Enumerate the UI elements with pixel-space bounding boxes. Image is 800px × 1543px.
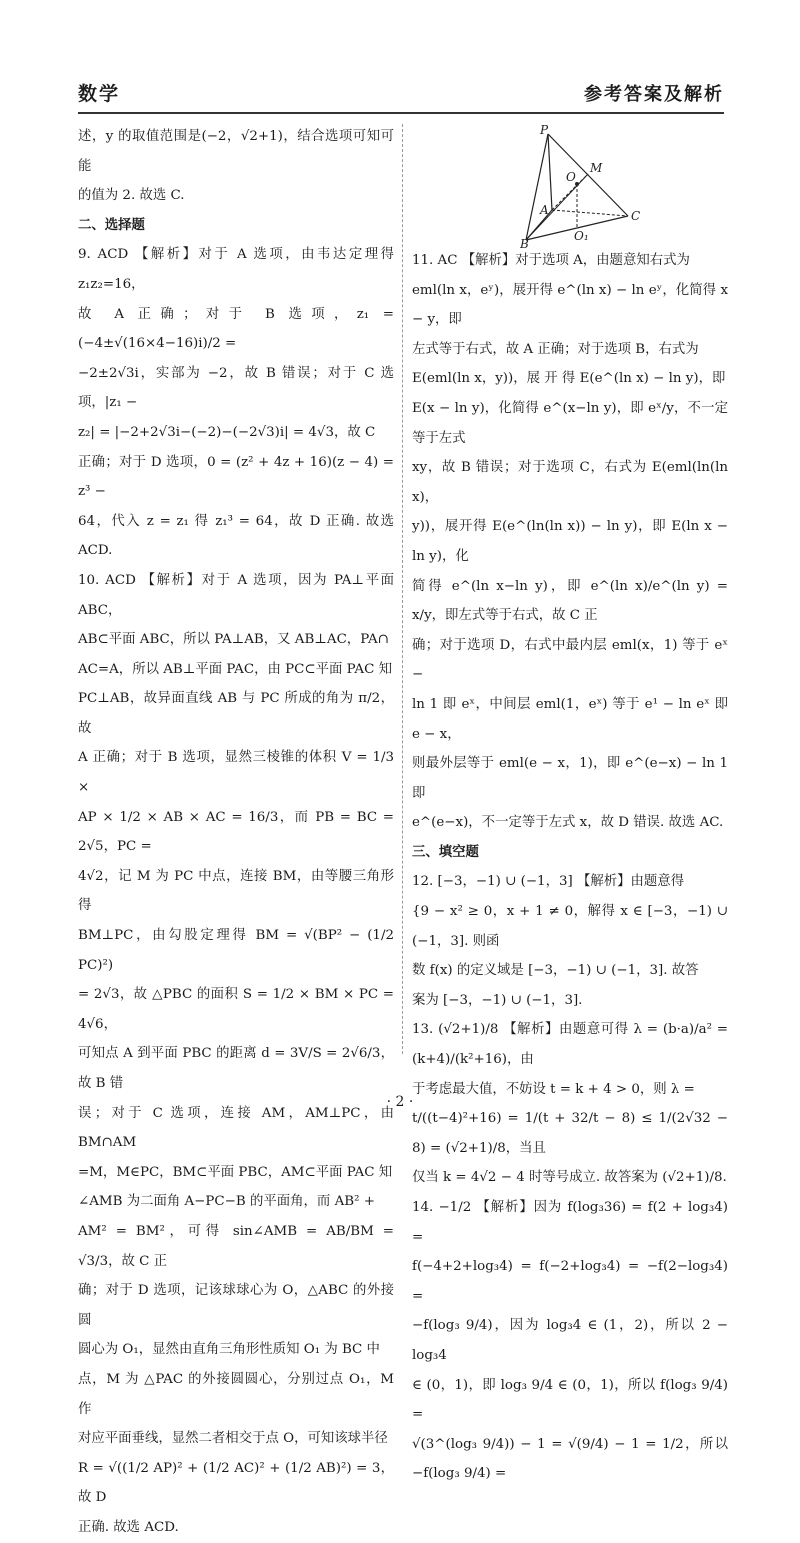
- column-divider: [402, 124, 403, 1054]
- text-line: E(eml(ln x，y))，展 开 得 E(e^(ln x) − ln y)，即: [412, 371, 726, 387]
- text-line: 正确. 故选 ACD.: [78, 1519, 179, 1535]
- left-column: [78, 122, 394, 1543]
- edge-ac: [552, 210, 628, 216]
- text-line: = 2√3，故 △PBC 的面积 S = 1/2 × BM × PC = 4√6，: [78, 987, 394, 1032]
- text-line: 述，y 的取值范围是(−2，√2+1)，结合选项可知可能: [78, 129, 394, 174]
- text-line: 正确；对于 D 选项，0 = (z² + 4z + 16)(z − 4) = z³ −: [78, 454, 394, 500]
- text-line: e^(e−x)，不一定等于左式 x，故 D 错误. 故选 AC.: [412, 815, 724, 831]
- text-line: eml(ln x，eʸ)，展开得 e^(ln x) − ln eʸ，化简得 x − y，即: [412, 282, 728, 328]
- text-line: 可知点 A 到平面 PBC 的距离 d = 3V/S = 2√6/3，故 B 错: [78, 1046, 394, 1091]
- text-line: 则最外层等于 eml(e − x，1)，即 e^(e−x) − ln 1 即: [412, 756, 728, 801]
- text-line: ∠AMB 为二面角 A−PC−B 的平面角，而 AB² +: [78, 1194, 375, 1210]
- label-p: P: [540, 124, 549, 137]
- edge-pb: [526, 134, 548, 240]
- label-m: M: [590, 161, 603, 175]
- text-line: −f(log₃ 9/4)，因为 log₃4 ∈ (1，2)，所以 2 − log₃4: [412, 1318, 728, 1363]
- text-line: f(−4+2+log₃4) = f(−2+log₃4) = −f(2−log₃4) =: [412, 1259, 728, 1304]
- text-line: y))，展开得 E(e^(ln(ln x)) − ln y)，即 E(ln x − ln y)，化: [412, 519, 728, 564]
- label-c: C: [631, 209, 641, 223]
- text-line: AM² = BM²，可得 sin∠AMB = AB/BM = √3/3，故 C 正: [78, 1223, 394, 1269]
- text-line: 14. −1/2 【解析】因为 f(log₃36) = f(2 + log₃4) =: [412, 1200, 728, 1245]
- label-b: B: [520, 237, 529, 248]
- subject-label: 数学: [78, 83, 121, 105]
- text-line: 点，M 为 △PAC 的外接圆圆心，分别过点 O₁，M 作: [78, 1371, 394, 1417]
- text-line: 误；对于 C 选项，连接 AM，AM⊥PC，由 BM∩AM: [78, 1105, 394, 1151]
- text-line: 9. ACD 【解析】对于 A 选项，由韦达定理得 z₁z₂=16，: [78, 247, 394, 292]
- text-line: AP × 1/2 × AB × AC = 16/3，而 PB = BC = 2√5，PC =: [78, 809, 394, 855]
- text-line: 故 A 正确；对于 B 选项，z₁ = (−4±√(16×4−16)i)/2 =: [78, 306, 394, 352]
- section-heading: 三、填空题: [412, 843, 479, 860]
- text-line: R = √((1/2 AP)² + (1/2 AC)² + (1/2 AB)²) = 3，故 D: [78, 1460, 394, 1506]
- text-line: ∈ (0，1)，即 log₃ 9/4 ∈ (0，1)，所以 f(log₃ 9/4) =: [412, 1377, 728, 1423]
- text-line: 左式等于右式，故 A 正确；对于选项 B，右式为: [412, 341, 699, 357]
- label-o1: O₁: [574, 229, 589, 243]
- text-line: PC⊥AB，故异面直线 AB 与 PC 所成的角为 π/2，故: [78, 691, 394, 736]
- text-line: 11. AC 【解析】对于选项 A，由题意知右式为: [412, 253, 690, 268]
- text-line: 10. ACD 【解析】对于 A 选项，因为 PA⊥平面 ABC，: [78, 572, 394, 618]
- text-line: 简得 e^(ln x−ln y)，即 e^(ln x)/e^(ln y) = x/y，即左式等于右式，故 C 正: [412, 578, 728, 624]
- text-line: AC=A，所以 AB⊥平面 PAC，由 PC⊂平面 PAC 知: [78, 661, 392, 677]
- right-column: [412, 246, 728, 1489]
- text-line: 64，代入 z = z₁ 得 z₁³ = 64，故 D 正确. 故选 ACD.: [78, 513, 394, 559]
- text-line: 13. (√2+1)/8 【解析】由题意可得 λ = (b·a)/a² = (k+4)/(k²+16)，由: [412, 1022, 728, 1068]
- page-header: [78, 78, 724, 114]
- text-line: =M，M∈PC，BM⊂平面 PBC，AM⊂平面 PAC 知: [78, 1164, 393, 1180]
- text-line: t/((t−4)²+16) = 1/(t + 32/t − 8) ≤ 1/(2√32 − 8) = (√2+1)/8，当且: [412, 1111, 728, 1156]
- text-line: −2±2√3i，实部为 −2，故 B 错误；对于 C 选项，|z₁ −: [78, 365, 394, 411]
- text-line: E(x − ln y)，化简得 e^(x−ln y)，即 eˣ/y，不一定等于左式: [412, 400, 728, 446]
- page-number: · 2 ·: [386, 1094, 414, 1110]
- text-line: 12. [−3，−1) ∪ (−1，3] 【解析】由题意得: [412, 874, 685, 890]
- text-line: 确；对于选项 D，右式中最内层 eml(x，1) 等于 eˣ −: [412, 637, 728, 683]
- text-line: A 正确；对于 B 选项，显然三棱锥的体积 V = 1/3 ×: [78, 750, 394, 796]
- text-line: 确；对于 D 选项，记该球球心为 O，△ABC 的外接圆: [78, 1283, 394, 1328]
- text-line: 于考虑最大值，不妨设 t = k + 4 > 0，则 λ =: [412, 1081, 695, 1097]
- label-a: A: [540, 203, 549, 217]
- text-line: 数 f(x) 的定义域是 [−3，−1) ∪ (−1，3]. 故答: [412, 963, 699, 979]
- text-line: 的值为 2. 故选 C.: [78, 188, 185, 204]
- text-line: 案为 [−3，−1) ∪ (−1，3].: [412, 992, 583, 1008]
- edge-pa: [548, 134, 552, 210]
- label-o: O: [566, 170, 576, 184]
- text-line: z₂| = |−2+2√3i−(−2)−(−2√3)i| = 4√3，故 C: [78, 424, 376, 440]
- text-line: 仅当 k = 4√2 − 4 时等号成立. 故答案为 (√2+1)/8.: [412, 1170, 727, 1186]
- section-heading: 二、选择题: [78, 216, 145, 233]
- text-line: ln 1 即 eˣ，中间层 eml(1，eˣ) 等于 e¹ − ln eˣ 即 e − x，: [412, 696, 728, 742]
- text-line: {9 − x² ≥ 0，x + 1 ≠ 0，解得 x ∈ [−3，−1) ∪ (−1，3]. 则函: [412, 904, 728, 949]
- header-title: 参考答案及解析: [584, 84, 724, 105]
- text-line: 4√2，记 M 为 PC 中点，连接 BM，由等腰三角形得: [78, 868, 394, 914]
- text-line: BM⊥PC，由勾股定理得 BM = √(BP² − (1/2 PC)²): [78, 928, 394, 973]
- text-line: √(3^(log₃ 9/4)) − 1 = √(9/4) − 1 = 1/2，所以 −f(log₃ 9/4) =: [412, 1436, 728, 1482]
- text-line: xy，故 B 错误；对于选项 C，右式为 E(eml(ln(ln x)，: [412, 460, 728, 505]
- text-line: 圆心为 O₁，显然由直角三角形性质知 O₁ 为 BC 中: [78, 1342, 380, 1358]
- tetrahedron-figure: [520, 124, 650, 248]
- text-line: AB⊂平面 ABC，所以 PA⊥AB，又 AB⊥AC，PA∩: [78, 632, 389, 648]
- text-line: 对应平面垂线，显然二者相交于点 O，可知该球半径: [78, 1431, 388, 1447]
